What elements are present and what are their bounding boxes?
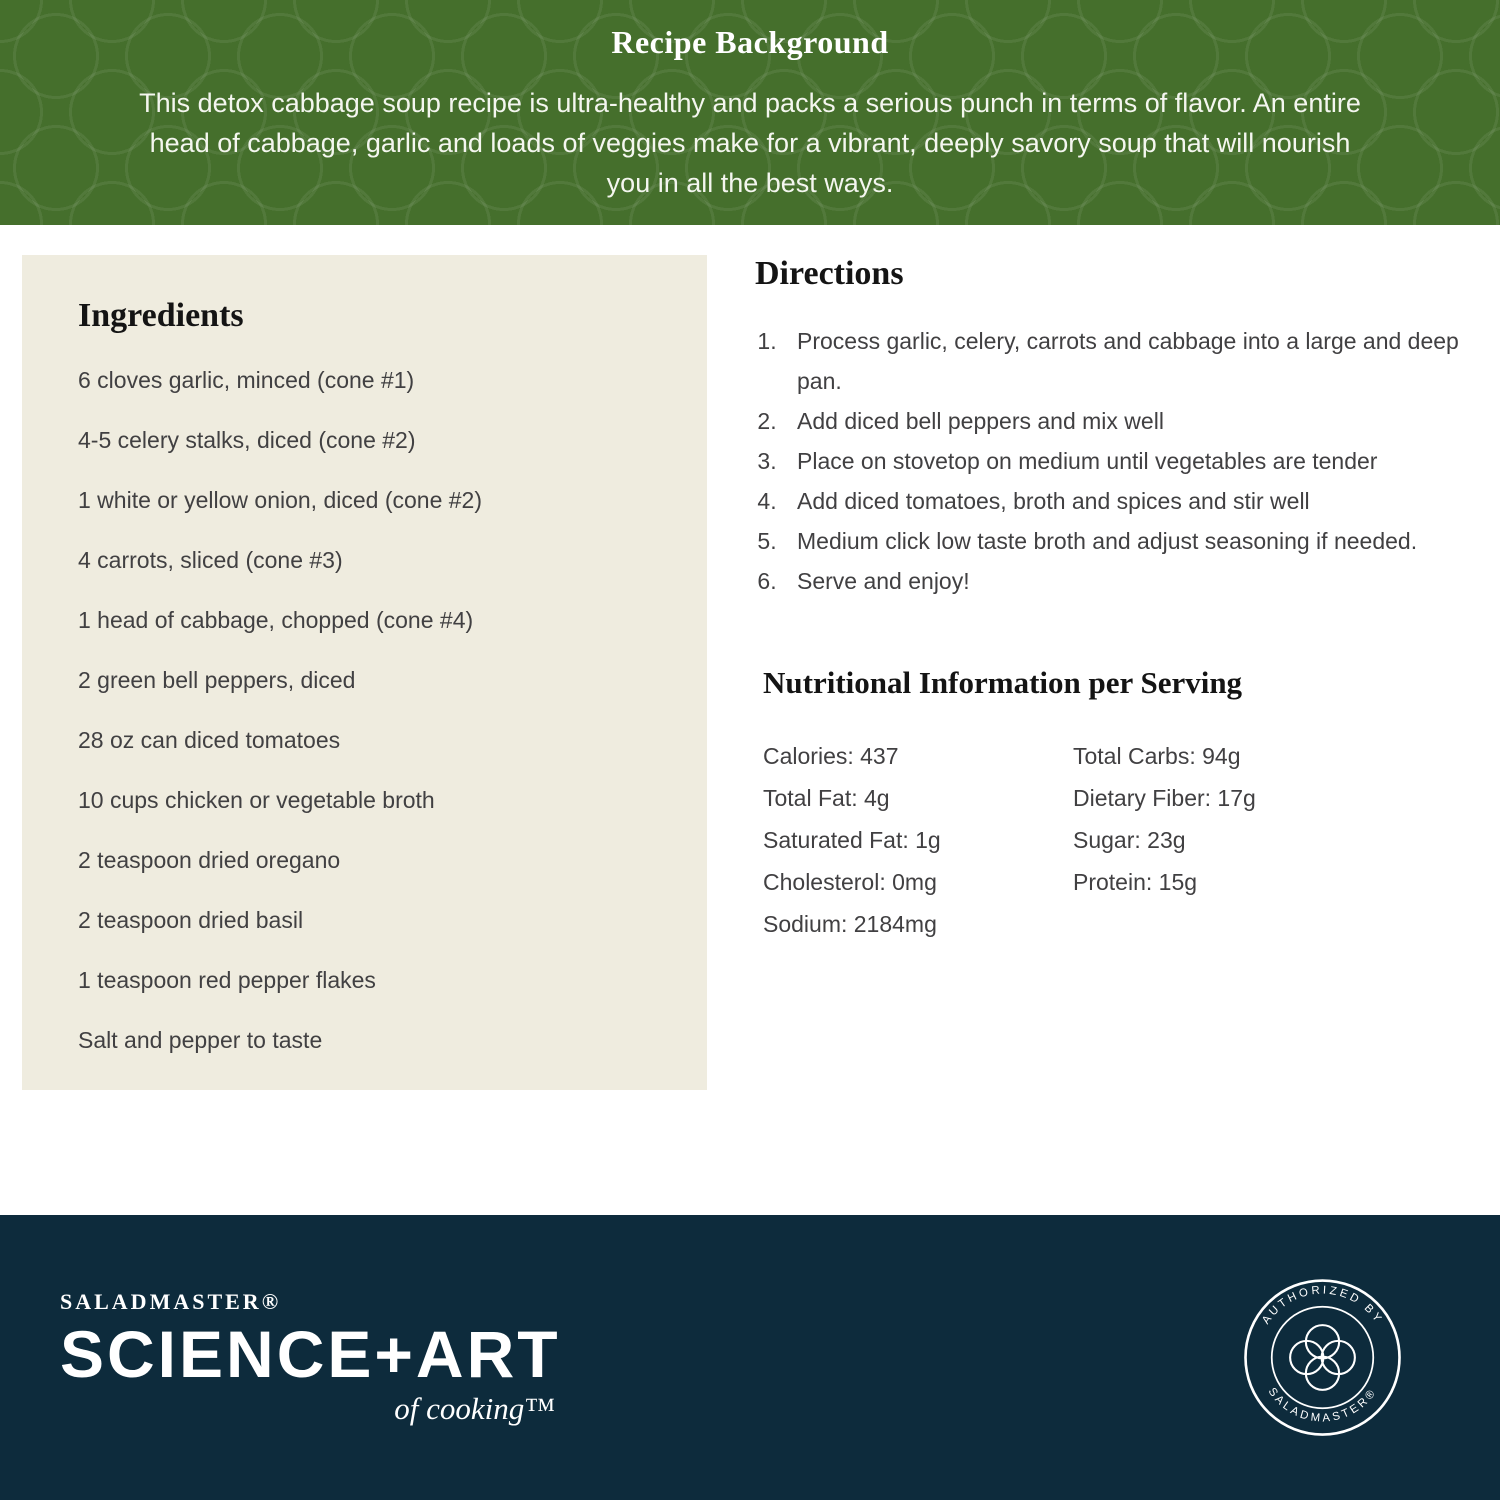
- nutrition-column-right: [1073, 735, 1353, 945]
- nutrition-column-left: [763, 735, 1013, 945]
- direction-step: 3. Place on stovetop on medium until vegetables are tender: [783, 441, 1460, 481]
- header-title: Recipe Background: [611, 24, 889, 60]
- authorized-by-saladmaster-seal-icon: [1235, 1270, 1410, 1445]
- directions-list: [783, 321, 1460, 601]
- nutrition-item: Cholesterol: 0mg: [763, 869, 937, 895]
- nutrition-item: Saturated Fat: 1g: [763, 827, 941, 853]
- ingredient-item: 1 teaspoon red pepper flakes: [78, 967, 376, 993]
- nutrition-item: Total Fat: 4g: [763, 785, 890, 811]
- seal-bottom-text: SALADMASTER®: [1265, 1385, 1380, 1425]
- main-content: [0, 225, 1500, 1215]
- footer: [0, 1215, 1500, 1500]
- nutrition-item: Calories: 437: [763, 743, 899, 769]
- nutrition-item: Sugar: 23g: [1073, 827, 1186, 853]
- header-description: This detox cabbage soup recipe is ultra-healthy and packs a serious punch in terms of flavor. An entire head of cabbage, garlic and loads of veggies make for a vibrant, deeply savory soup that will nourish you in all the best ways.: [139, 88, 1361, 198]
- ingredients-title: Ingredients: [78, 297, 244, 334]
- ingredient-item: 2 teaspoon dried basil: [78, 907, 304, 933]
- directions-title: Directions: [755, 255, 904, 292]
- ingredient-item: 28 oz can diced tomatoes: [78, 727, 341, 753]
- ingredient-item: 1 head of cabbage, chopped (cone #4): [78, 607, 474, 633]
- ingredient-item: 1 white or yellow onion, diced (cone #2): [78, 487, 483, 513]
- saladmaster-rings-icon: [1290, 1325, 1355, 1390]
- nutrition-columns: [763, 735, 1460, 945]
- ingredient-item: 10 cups chicken or vegetable broth: [78, 787, 435, 813]
- direction-step: 2. Add diced bell peppers and mix well: [783, 401, 1460, 441]
- directions-and-nutrition-section: [707, 255, 1460, 1215]
- svg-text:SALADMASTER®: [1266, 1386, 1380, 1425]
- ingredient-item: 2 green bell peppers, diced: [78, 667, 356, 693]
- brand-name: SALADMASTER®: [60, 1288, 282, 1314]
- ingredients-section: [22, 255, 707, 1090]
- nutrition-item: Dietary Fiber: 17g: [1073, 785, 1256, 811]
- ingredient-item: 2 teaspoon dried oregano: [78, 847, 341, 873]
- ingredient-item: 4-5 celery stalks, diced (cone #2): [78, 427, 416, 453]
- nutrition-item: Protein: 15g: [1073, 869, 1198, 895]
- svg-text:AUTHORIZED BY: [1260, 1284, 1385, 1326]
- science-art-wordmark: SCIENCE+ART: [60, 1316, 561, 1391]
- ingredient-item: Salt and pepper to taste: [78, 1027, 323, 1053]
- brand-block: [60, 1289, 561, 1427]
- direction-step: 6. Serve and enjoy!: [783, 561, 1460, 601]
- ingredient-item: 4 carrots, sliced (cone #3): [78, 547, 343, 573]
- direction-step: 4. Add diced tomatoes, broth and spices and stir well: [783, 481, 1460, 521]
- nutrition-item: Total Carbs: 94g: [1073, 743, 1241, 769]
- ingredients-list: [78, 365, 671, 1055]
- direction-step: 5. Medium click low taste broth and adjust seasoning if needed.: [783, 521, 1460, 561]
- ingredient-item: 6 cloves garlic, minced (cone #1): [78, 367, 415, 393]
- recipe-background-header: [0, 0, 1500, 225]
- direction-step: 1. Process garlic, celery, carrots and cabbage into a large and deep pan.: [783, 321, 1460, 401]
- nutrition-item: Sodium: 2184mg: [763, 911, 937, 937]
- seal-top-text: AUTHORIZED BY: [1260, 1284, 1385, 1327]
- nutrition-title: Nutritional Information per Serving: [763, 665, 1243, 700]
- brand-tagline: of cooking™: [394, 1390, 555, 1426]
